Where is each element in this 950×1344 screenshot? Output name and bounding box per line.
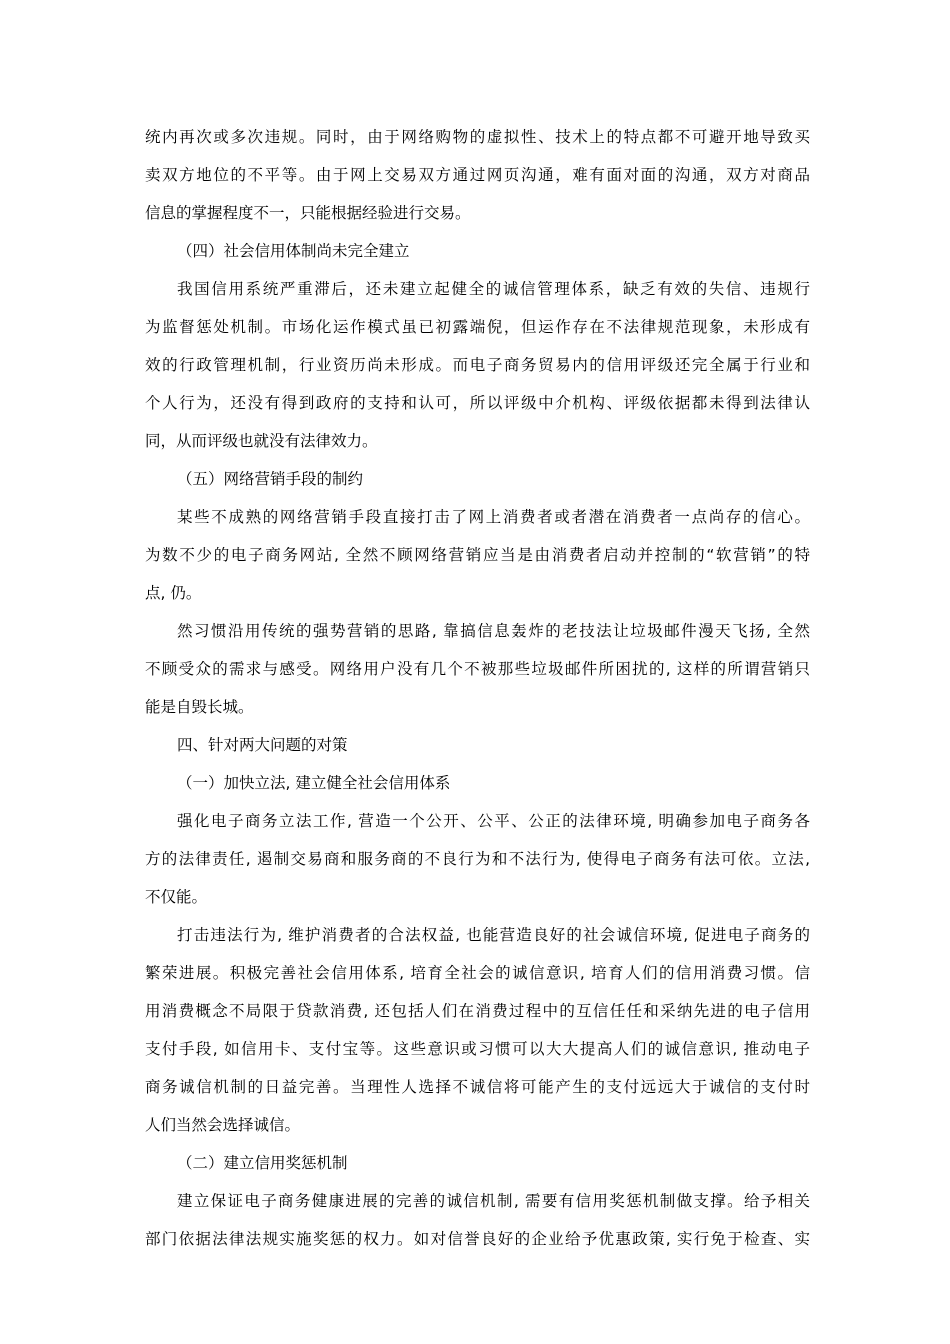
paragraph-line: 为数不少的电子商务网站, 全然不顾网络营销应当是由消费者启动并控制的“软营销”的特 (145, 546, 810, 564)
paragraph-line: 效的行政管理机制，行业资历尚未形成。而电子商务贸易内的信用评级还完全属于行业和 (145, 356, 810, 374)
paragraph-line: 为监督惩处机制。市场化运作模式虽已初露端倪，但运作存在不法律规范现象，未形成有 (145, 318, 810, 336)
paragraph-line: 同，从而评级也就没有法律效力。 (145, 432, 378, 450)
section-heading: （一）加快立法, 建立健全社会信用体系 (177, 774, 451, 792)
paragraph-line: 我国信用系统严重滞后，还未建立起健全的诚信管理体系，缺乏有效的失信、违规行 (177, 280, 810, 298)
paragraph-line: 点, 仍。 (145, 584, 202, 602)
paragraph-line: 不仅能。 (145, 888, 208, 906)
paragraph-line: 卖双方地位的不平等。由于网上交易双方通过网页沟通，难有面对面的沟通，双方对商品 (145, 166, 810, 184)
paragraph-line: 商务诚信机制的日益完善。当理性人选择不诚信将可能产生的支付远远大于诚信的支付时 (145, 1078, 810, 1096)
section-heading: （四）社会信用体制尚未完全建立 (177, 242, 410, 260)
paragraph-line: 人们当然会选择诚信。 (145, 1116, 301, 1134)
paragraph-line: 繁荣进展。积极完善社会信用体系, 培育全社会的诚信意识, 培育人们的信用消费习惯。信 (145, 964, 810, 982)
section-heading: （五）网络营销手段的制约 (177, 470, 364, 488)
chapter-heading: 四、针对两大问题的对策 (177, 736, 348, 754)
paragraph-line: 不顾受众的需求与感受。网络用户没有几个不被那些垃圾邮件所困扰的, 这样的所谓营销只 (145, 660, 810, 678)
paragraph-line: 个人行为，还没有得到政府的支持和认可，所以评级中介机构、评级依据都未得到法律认 (145, 394, 810, 412)
paragraph-line: 方的法律责任, 遏制交易商和服务商的不良行为和不法行为, 使得电子商务有法可依。立法, (145, 850, 810, 868)
paragraph-line: 建立保证电子商务健康进展的完善的诚信机制, 需要有信用奖惩机制做支撑。给予相关 (177, 1192, 810, 1210)
paragraph-line: 部门依据法律法规实施奖惩的权力。如对信誉良好的企业给予优惠政策, 实行免于检查、实 (145, 1230, 810, 1248)
document-body (145, 118, 810, 1258)
paragraph-line: 支付手段, 如信用卡、支付宝等。这些意识或习惯可以大大提高人们的诚信意识, 推动电子 (145, 1040, 810, 1058)
section-heading: （二）建立信用奖惩机制 (177, 1154, 348, 1172)
paragraph-line: 用消费概念不局限于贷款消费, 还包括人们在消费过程中的互信任任和采纳先进的电子信用 (145, 1002, 810, 1020)
paragraph-line: 打击违法行为, 维护消费者的合法权益, 也能营造良好的社会诚信环境, 促进电子商务的 (177, 926, 810, 944)
paragraph-line: 某些不成熟的网络营销手段直接打击了网上消费者或者潜在消费者一点尚存的信心。 (177, 508, 810, 526)
paragraph-line: 信息的掌握程度不一，只能根据经验进行交易。 (145, 204, 471, 222)
paragraph-line: 统内再次或多次违规。同时，由于网络购物的虚拟性、技术上的特点都不可避开地导致买 (145, 128, 810, 146)
paragraph-line: 然习惯沿用传统的强势营销的思路, 靠搞信息轰炸的老技法让垃圾邮件漫天飞扬, 全然 (177, 622, 810, 640)
paragraph-line: 强化电子商务立法工作, 营造一个公开、公平、公正的法律环境, 明确参加电子商务各 (177, 812, 810, 830)
paragraph-line: 能是自毁长城。 (145, 698, 254, 716)
